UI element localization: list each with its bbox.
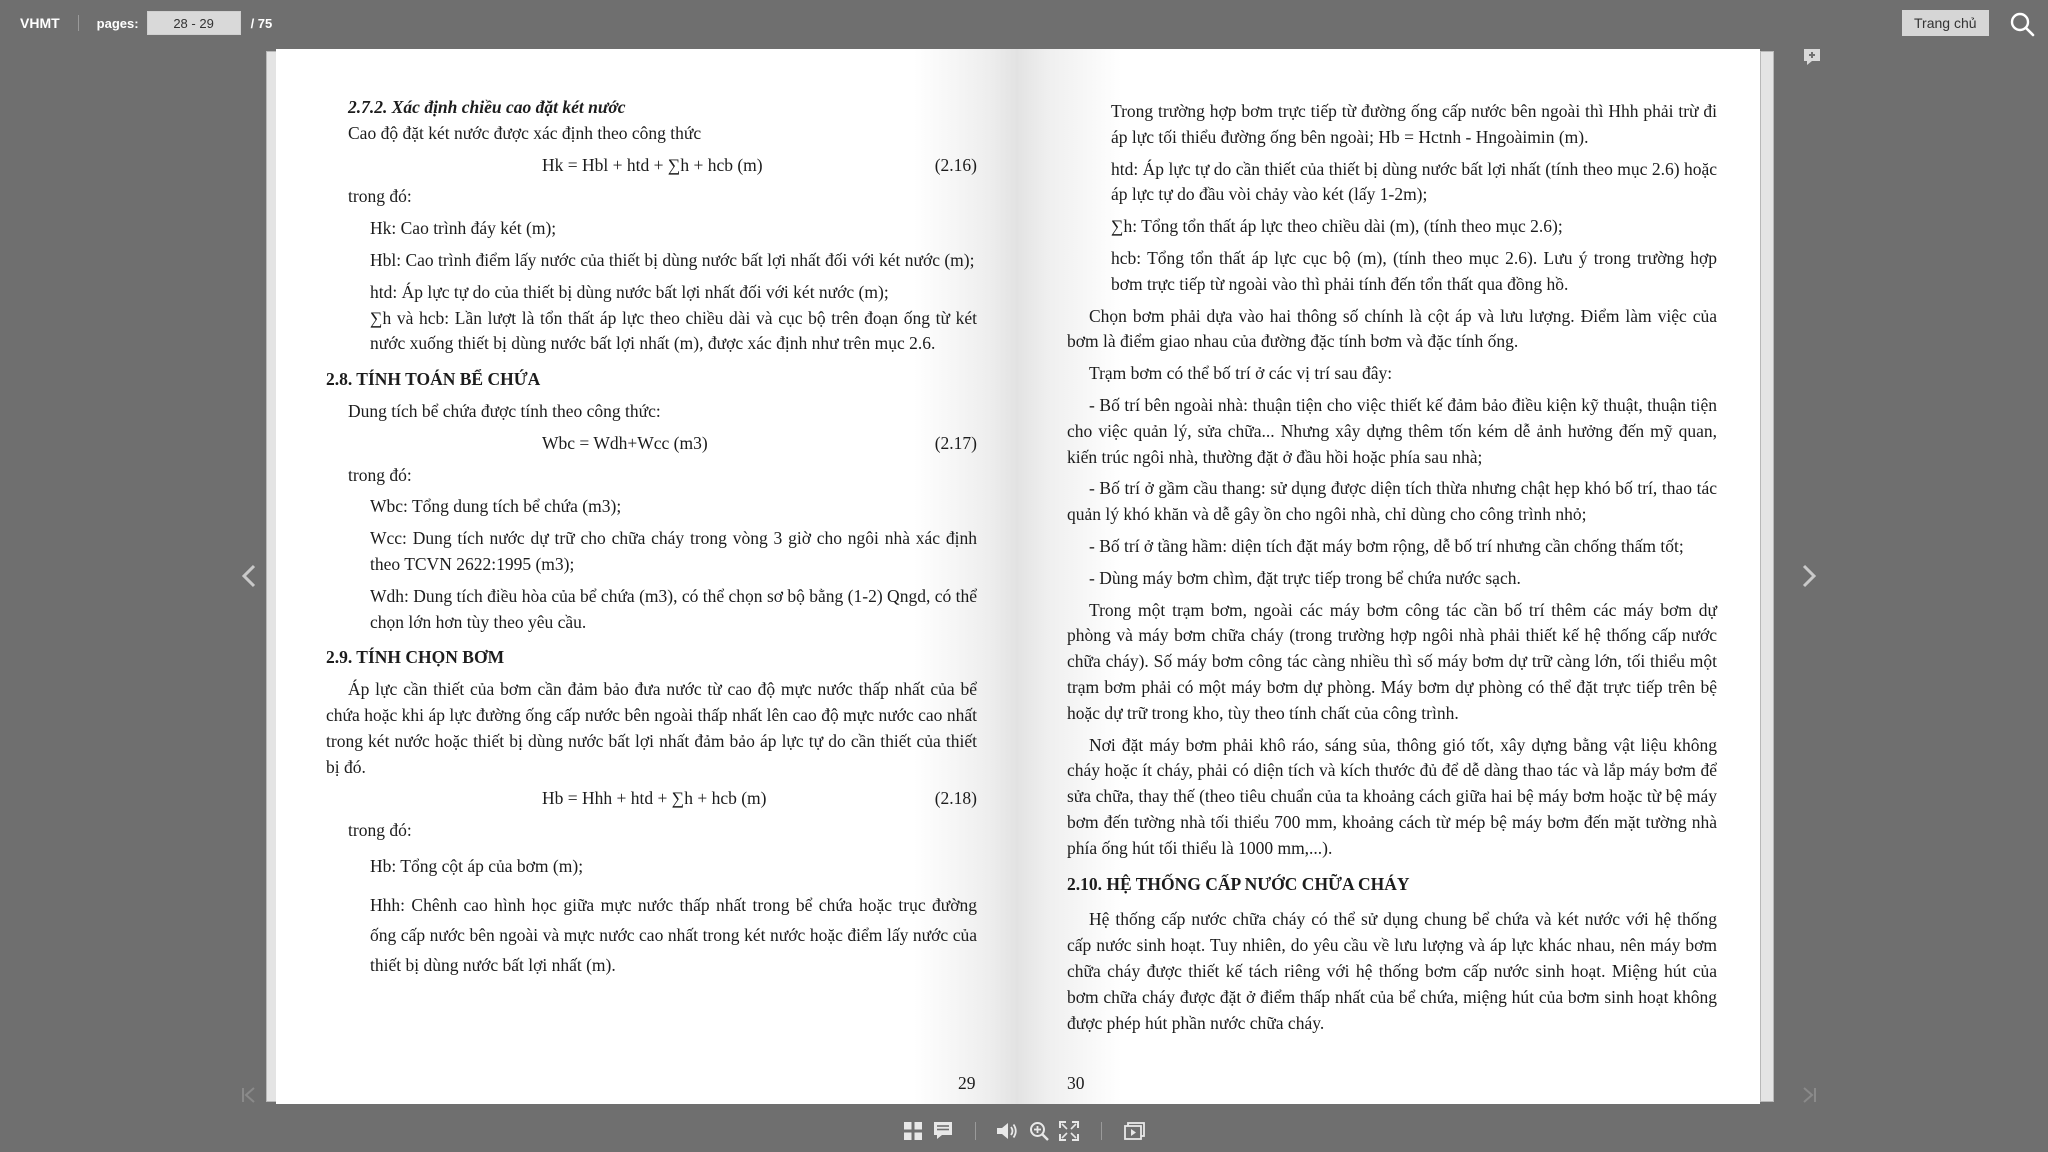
section-heading: 2.9. TÍNH CHỌN BƠM [326, 647, 505, 668]
page-number-input[interactable] [147, 11, 241, 35]
paragraph: Dung tích bể chứa được tính theo công thức: [348, 400, 661, 421]
section-heading: 2.7.2. Xác định chiều cao đặt két nước [348, 97, 626, 117]
definition: Hb: Tổng cột áp của bơm (m); [370, 855, 584, 876]
definition: Wdh: Dung tích điều hòa của bể chứa (m3), có thể chọn sơ bộ bằng (1-2) Qngd, có thể chọn lớn hơn tùy theo yêu cầu. [370, 585, 977, 632]
equation-number: (2.16) [934, 154, 977, 175]
page-number: 29 [958, 1073, 976, 1093]
table-of-contents-icon[interactable] [930, 1110, 956, 1152]
paragraph: Cao độ đặt két nước được xác định theo công thức [348, 122, 702, 143]
definition: Hk: Cao trình đáy két (m); [370, 218, 557, 239]
paragraph: trong đó: [348, 186, 412, 207]
equation: Wbc = Wdh+Wcc (m3) [542, 432, 708, 453]
total-pages-label: / 75 [250, 15, 273, 31]
definition: Hbl: Cao trình điểm lấy nước của thiết bị dùng nước bất lợi nhất đối với két nước (m); [370, 249, 975, 270]
equation: Hb = Hhh + htd + ∑h + hcb (m) [542, 788, 767, 809]
comment-icon[interactable] [1802, 47, 1822, 67]
bottom-toolbar [0, 1110, 2048, 1152]
paragraph: - Bố trí ở gầm cầu thang: sử dụng được diện tích thừa nhưng chật hẹp khó bố trí, thao tác quản lý khó khăn và dễ gây ồn cho ngôi nhà, chỉ dùng cho công trình nhỏ; [1067, 478, 1717, 525]
definition: ∑h: Tổng tổn thất áp lực theo chiều dài (m), (tính theo mục 2.6); [1111, 216, 1563, 237]
paragraph: trong đó: [348, 464, 412, 485]
sound-icon[interactable] [994, 1110, 1020, 1152]
definition: ∑h và hcb: Lần lượt là tổn thất áp lực theo chiều dài và cục bộ trên đoạn ống từ két nước xuống thiết bị dùng nước bất lợi nhất (m), được xác định như trên mục 2.6. [370, 307, 977, 354]
section-heading: 2.8. TÍNH TOÁN BỂ CHỨA [326, 369, 541, 390]
right-page[interactable] [1018, 49, 1760, 1104]
paragraph: trong đó: [348, 820, 412, 841]
definition: Hhh: Chênh cao hình học giữa mực nước thấp nhất trong bể chứa hoặc trục đường ống cấp nước bên ngoài và mực nước cao nhất trong két nước hoặc điểm lấy nước của thiết bị dùng nước bất lợi nhất (m). [370, 894, 977, 975]
equation: Hk = Hbl + htd + ∑h + hcb (m) [542, 154, 763, 175]
fullscreen-icon[interactable] [1056, 1110, 1082, 1152]
brand-label: VHMT [20, 15, 60, 31]
slideshow-icon[interactable] [1122, 1110, 1148, 1152]
thumbnails-icon[interactable] [900, 1110, 926, 1152]
left-page[interactable] [276, 49, 1018, 1104]
right-page-text [1067, 99, 1717, 1036]
page-number: 30 [1067, 1073, 1085, 1093]
definition: hcb: Tổng tổn thất áp lực cục bộ (m), (tính theo mục 2.6). Lưu ý trong trường hợp bơm trực tiếp từ ngoài vào thì phải tính đến tổn thất qua đồng hồ. [1111, 247, 1717, 294]
equation-row [326, 431, 977, 457]
toolbar-divider [975, 1122, 976, 1140]
definition: htd: Áp lực tự do của thiết bị dùng nước bất lợi nhất đối với két nước (m); [370, 281, 889, 302]
first-page-icon[interactable] [238, 1084, 262, 1106]
left-page-text [326, 95, 977, 980]
equation-number: (2.17) [934, 432, 977, 453]
search-icon[interactable] [2008, 10, 2036, 38]
prev-page-icon[interactable] [232, 558, 268, 594]
paragraph: Áp lực cần thiết của bơm cần đảm bảo đưa nước từ cao độ mực nước thấp nhất của bể chứa hoặc khi áp lực đường ống cấp nước bên ngoài thấp nhất lên cao độ mực nước cao nhất trong két nước hoặc thiết bị dùng nước bất lợi nhất đảm bảo áp lực tự do cần thiết của thiết bị đó. [326, 679, 977, 777]
section-heading: 2.10. HỆ THỐNG CẤP NƯỚC CHỮA CHÁY [1067, 873, 1410, 894]
zoom-in-icon[interactable] [1026, 1110, 1052, 1152]
paragraph: Hệ thống cấp nước chữa cháy có thể sử dụng chung bể chứa và két nước với hệ thống cấp nước sinh hoạt. Tuy nhiên, do yêu cầu về lưu lượng và áp lực khác nhau, nên máy bơm chữa cháy được thiết kế tách riêng với hệ thống bơm cấp nước sinh hoạt. Miệng hút của bơm chữa cháy được đặt ở điểm thấp nhất của bể chứa, miệng hút của bơm sinh hoạt không được phép hút phần nước chữa cháy. [1067, 909, 1717, 1033]
flipbook[interactable] [266, 47, 1774, 1104]
paragraph: Chọn bơm phải dựa vào hai thông số chính là cột áp và lưu lượng. Điểm làm việc của bơm là điểm giao nhau của đường đặc tính bơm và đặc tính ống. [1067, 305, 1717, 352]
paragraph: - Bố trí ở tầng hầm: diện tích đặt máy bơm rộng, dễ bố trí nhưng cần chống thấm tốt; [1089, 535, 1684, 556]
definition: Wcc: Dung tích nước dự trữ cho chữa cháy trong vòng 3 giờ cho ngôi nhà xác định theo TCVN 2622:1995 (m3); [370, 528, 977, 574]
paragraph: Nơi đặt máy bơm phải khô ráo, sáng sủa, thông gió tốt, xây dựng bằng vật liệu không cháy hoặc ít cháy, phải có diện tích và kích thước đủ để dễ dàng thao tác và lắp máy bơm để sửa chữa, thay thế (theo tiêu chuẩn của ta khoảng cách giữa hai bệ máy bơm hoặc từ bệ máy bơm đến tường nhà tối thiểu 700 mm, khoảng cách từ mép bệ máy bơm đến mặt tường nhà phía ống hút tối thiểu là 1000 mm,...). [1067, 734, 1717, 858]
equation-row [326, 786, 977, 812]
paragraph: Trạm bơm có thể bố trí ở các vị trí sau đây: [1089, 363, 1393, 384]
toolbar-divider [1101, 1122, 1102, 1140]
equation-number: (2.18) [934, 788, 977, 809]
next-page-icon[interactable] [1790, 558, 1826, 594]
paragraph: - Bố trí bên ngoài nhà: thuận tiện cho việc thiết kế đảm bảo điều kiện kỹ thuật, thuận tiện cho việc quản lý, sửa chữa... Nhưng xây dựng thêm tốn kém dễ ảnh hưởng đến mỹ quan, kiến trúc ngôi nhà, thường đặt ở đầu hồi hoặc phía sau nhà; [1067, 394, 1717, 467]
paragraph: Trong một trạm bơm, ngoài các máy bơm công tác cần bố trí thêm các máy bơm dự phòng và máy bơm chữa cháy (trong trường hợp ngôi nhà phải thiết kế hệ thống cấp nước chữa cháy). Số máy bơm công tác càng nhiều thì số máy bơm dự trữ càng lớn, tối thiểu một trạm bơm phải có một máy bơm dự phòng. Máy bơm dự phòng có thể đặt trực tiếp trên bệ hoặc dự trữ trong kho, tùy theo tính chất của công trình. [1067, 599, 1717, 723]
toolbar-divider [78, 15, 79, 31]
paragraph: Trong trường hợp bơm trực tiếp từ đường ống cấp nước bên ngoài thì Hhh phải trừ đi áp lực tối thiểu đường ống bên ngoài; Hb = Hctnh - Hngoàimin (m). [1111, 101, 1717, 147]
pages-label: pages: [96, 15, 139, 31]
definition: Wbc: Tổng dung tích bể chứa (m3); [370, 496, 622, 517]
equation-row [326, 153, 977, 179]
last-page-icon[interactable] [1796, 1084, 1820, 1106]
definition: htd: Áp lực tự do cần thiết của thiết bị dùng nước bất lợi nhất (tính theo mục 2.6) hoặc áp lực tự do đầu vòi chảy vào két (lấy 1-2m); [1111, 158, 1717, 205]
home-button[interactable]: Trang chủ [1902, 10, 1989, 36]
top-toolbar [0, 0, 2048, 46]
book-edge-right [1760, 51, 1774, 1102]
paragraph: - Dùng máy bơm chìm, đặt trực tiếp trong bể chứa nước sạch. [1089, 567, 1521, 588]
